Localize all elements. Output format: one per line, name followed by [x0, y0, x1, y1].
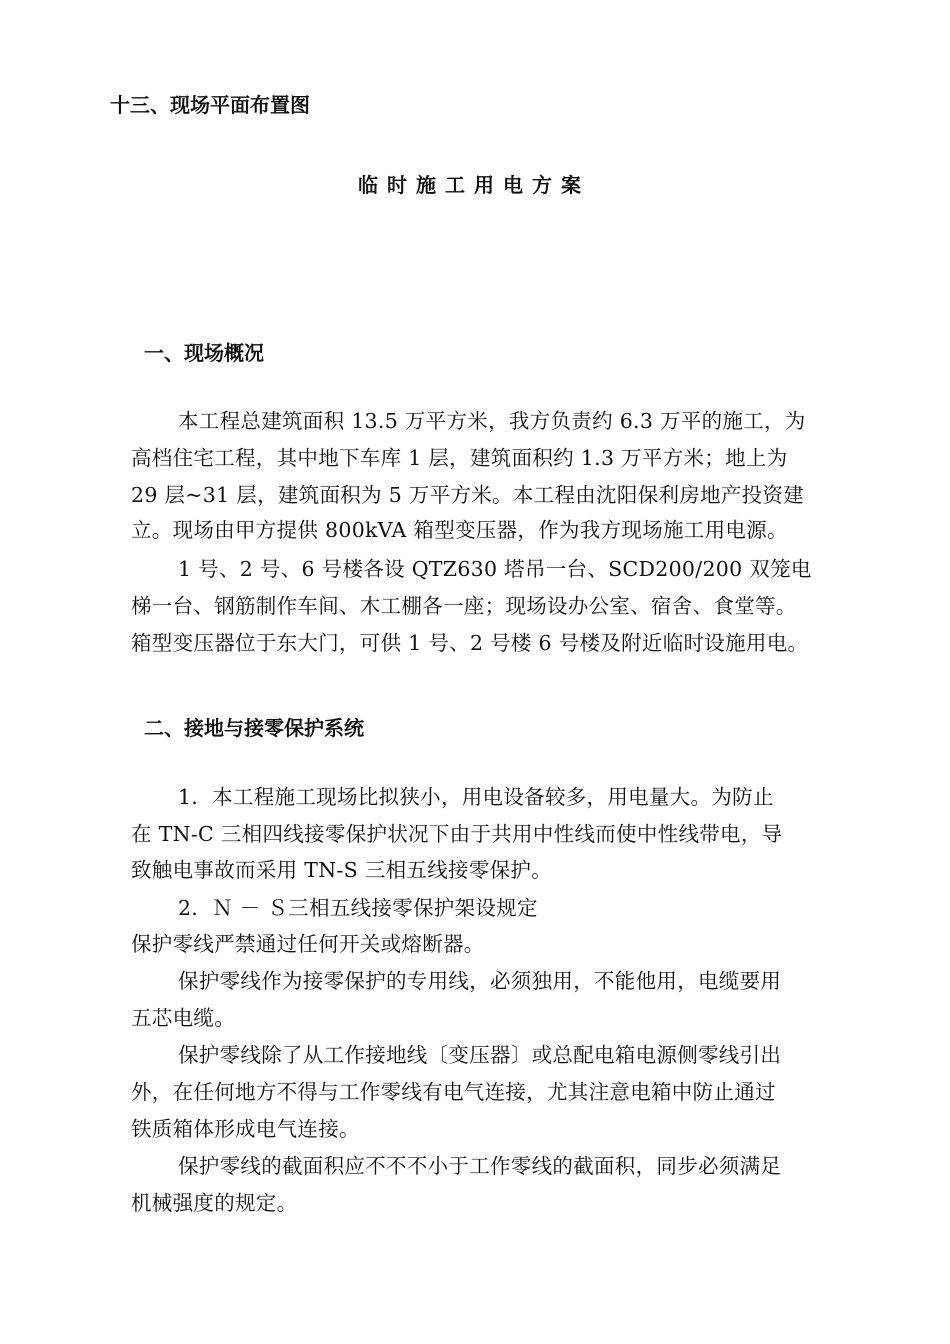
- section-heading-site-overview: 一、现场概况: [144, 341, 264, 365]
- text-line: 立。现场由甲方提供 800kVA 箱型变压器，作为我方现场施工用电源。: [131, 518, 788, 542]
- section-heading-grounding: 二、接地与接零保护系统: [144, 716, 364, 740]
- text-line: 保护零线除了从工作接地线〔变压器〕或总配电箱电源侧零线引出: [178, 1043, 782, 1067]
- text-line: 箱型变压器位于东大门，可供 1 号、2 号楼 6 号楼及附近临时设施用电。: [131, 631, 809, 655]
- text-line: 保护零线作为接零保护的专用线，必须独用，不能他用，电缆要用: [178, 969, 782, 993]
- text-line: 1．本工程施工现场比拟狭小，用电设备较多，用电量大。为防止: [178, 785, 774, 809]
- text-line: 外，在任何地方不得与工作零线有电气连接，尤其注意电箱中防止通过: [131, 1080, 776, 1104]
- paragraph-no-switch: 保护零线严禁通过任何开关或熔断器。: [131, 932, 485, 956]
- text-line: 1 号、2 号、6 号楼各设 QTZ630 塔吊一台、SCD200/200 双笼电: [178, 557, 812, 581]
- text-line: 高档住宅工程，其中地下车库 1 层，建筑面积约 1.3 万平方米；地上为: [131, 446, 788, 470]
- paragraph-tns-rules-heading: 2．Ｎ － Ｓ三相五线接零保护架设规定: [178, 896, 538, 920]
- text-line: 保护零线的截面积应不不不小于工作零线的截面积，同步必须满足: [178, 1154, 782, 1178]
- text-line: 梯一台、钢筋制作车间、木工棚各一座；现场设办公室、宿舍、食堂等。: [131, 594, 797, 618]
- text-line: 五芯电缆。: [131, 1006, 235, 1030]
- document-title: 临时施工用电方案: [358, 173, 590, 197]
- text-line: 在 TN-C 三相四线接零保护状况下由于共用中性线而使中性线带电，导: [131, 822, 783, 846]
- text-line: 铁质箱体形成电气连接。: [131, 1117, 360, 1141]
- text-line: 机械强度的规定。: [131, 1191, 298, 1215]
- chapter-heading: 十三、现场平面布置图: [110, 93, 310, 117]
- text-line: 致触电事故而采用 TN-S 三相五线接零保护。: [131, 858, 553, 882]
- text-line: 本工程总建筑面积 13.5 万平方米，我方负责约 6.3 万平的施工，为: [178, 409, 806, 433]
- text-line: 29 层~31 层，建筑面积为 5 万平方米。本工程由沈阳保利房地产投资建: [131, 483, 805, 507]
